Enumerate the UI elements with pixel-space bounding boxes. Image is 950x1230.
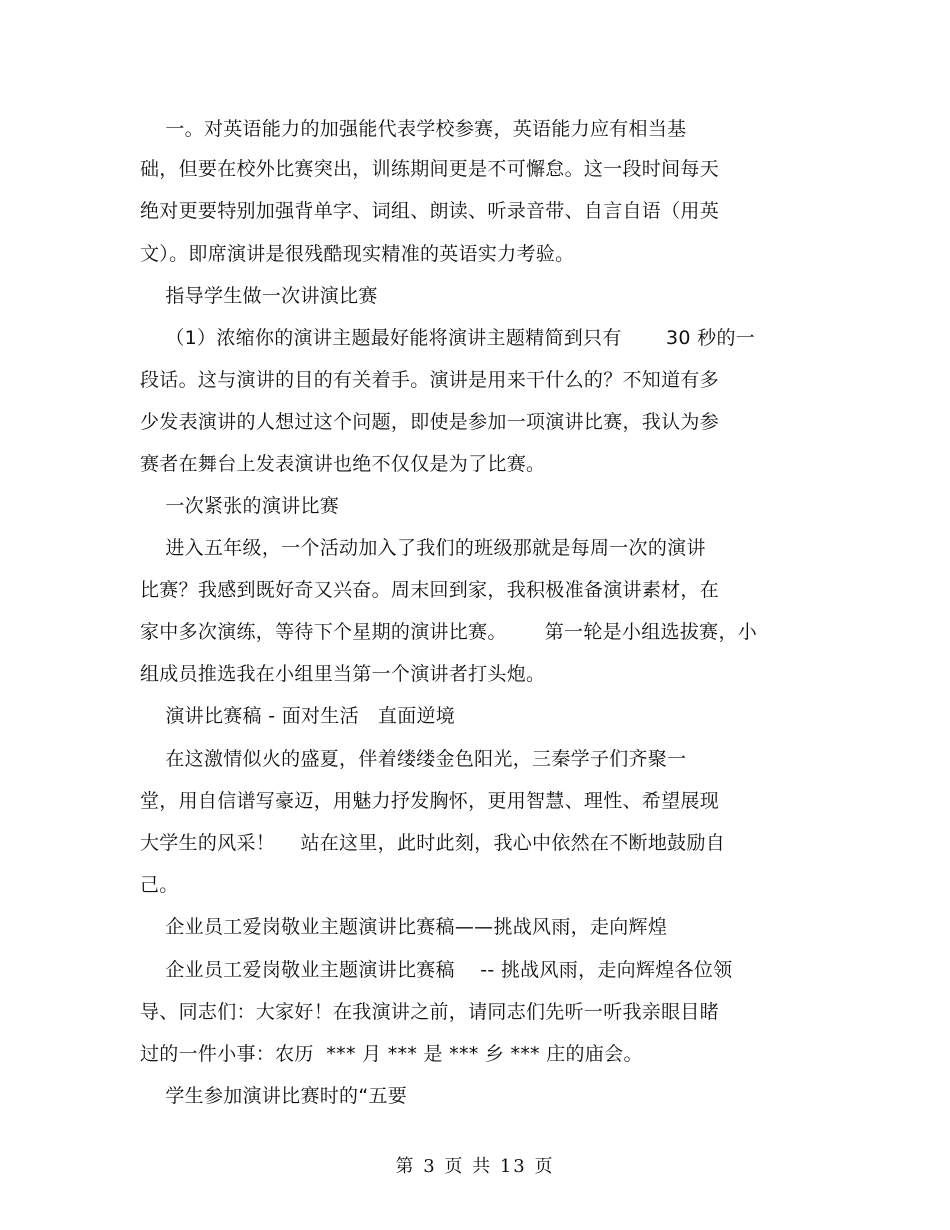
text-line: 赛者在舞台上发表演讲也绝不仅仅是为了比赛。: [140, 453, 546, 475]
text-line: 企业员工爱岗敬业主题演讲比赛稿 -- 挑战风雨，走向辉煌各位领: [140, 959, 733, 981]
text-line: 础，但要在校外比赛突出，训练期间更是不可懈怠。这一段时间每天: [140, 158, 720, 180]
text-line: 过的一件小事：农历 *** 月 *** 是 *** 乡 *** 庄的庙会。: [140, 1043, 643, 1065]
text-line: 导、同志们：大家好！在我演讲之前，请同志们先听一听我亲眼目睹: [140, 1001, 720, 1023]
text-line: （1）浓缩你的演讲主题最好能将演讲主题精简到只有 30 秒的一: [140, 327, 756, 349]
text-line: 指导学生做一次讲演比赛: [140, 285, 378, 307]
text-line: 企业员工爱岗敬业主题演讲比赛稿——挑战风雨，走向辉煌: [140, 916, 668, 938]
text-line: 一次紧张的演讲比赛: [140, 495, 340, 517]
text-line: 演讲比赛稿 - 面对生活 直面逆境: [140, 705, 456, 727]
text-line: 己。: [140, 874, 179, 896]
text-line: 段话。这与演讲的目的有关着手。演讲是用来干什么的？不知道有多: [140, 369, 720, 391]
text-line: 在这激情似火的盛夏，伴着缕缕金色阳光，三秦学子们齐聚一: [140, 748, 687, 770]
page-footer: 第 3 页 共 13 页: [395, 1156, 555, 1177]
text-line: 学生参加演讲比赛时的“五要: [140, 1085, 408, 1107]
text-line: 进入五年级，一个活动加入了我们的班级那就是每周一次的演讲: [140, 537, 706, 559]
text-line: 绝对更要特别加强背单字、词组、朗读、听录音带、自言自语（用英: [140, 200, 720, 222]
text-line: 组成员推选我在小组里当第一个演讲者打头炮。: [140, 663, 546, 685]
text-line: 文）。即席演讲是很残酷现实精准的英语实力考验。: [140, 243, 575, 265]
text-line: 比赛？我感到既好奇又兴奋。周末回到家，我积极准备演讲素材，在: [140, 579, 720, 601]
text-line: 大学生的风采！ 站在这里，此时此刻，我心中依然在不断地鼓励自: [140, 832, 726, 854]
text-line: 家中多次演练，等待下个星期的演讲比赛。 第一轮是小组选拔赛，小: [140, 621, 758, 643]
text-line: 少发表演讲的人想过这个问题，即使是参加一项演讲比赛，我认为参: [140, 411, 720, 433]
text-line: 堂，用自信谱写豪迈，用魅力抒发胸怀，更用智慧、理性、希望展现: [140, 790, 720, 812]
text-line: 一。对英语能力的加强能代表学校参赛，英语能力应有相当基: [140, 118, 687, 140]
